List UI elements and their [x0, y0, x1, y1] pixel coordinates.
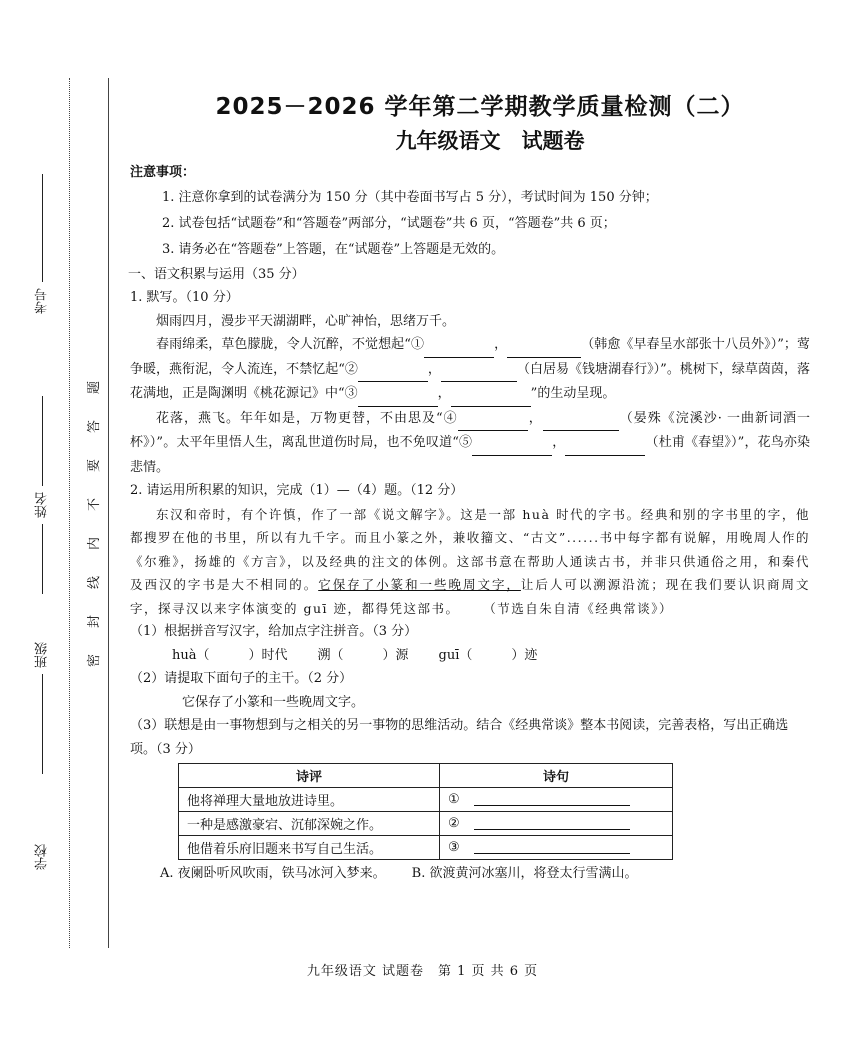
q1-text: （白居易《钱塘湖春行》）”。桃树下，绿草茵茵，落花满地，正是陶渊明《桃花源记》中“③	[130, 361, 810, 401]
class-line	[42, 674, 43, 774]
pinyin-item[interactable]: huà（ ）时代	[172, 647, 288, 663]
section-heading: 一、语文积累与运用（35 分）	[128, 266, 305, 282]
q1-text: ，	[494, 337, 508, 352]
notice-char: 答	[87, 419, 103, 434]
answer-blank[interactable]	[565, 431, 645, 456]
q2-passage	[130, 503, 810, 621]
q1-text: （杜甫《春望》）”，花鸟亦染悲情。	[130, 435, 810, 475]
pinyin-item[interactable]: 溯（ ）源	[317, 647, 409, 663]
q1-text: ，	[427, 361, 441, 377]
name-line	[42, 396, 43, 486]
q2-sub2-sentence: 它保存了小篆和一些晚周文字。	[182, 694, 365, 710]
table-header: 诗句	[440, 764, 673, 788]
answer-mark: ①	[448, 792, 460, 807]
q1-text: 花落，燕飞。年年如是，万物更替，不由思及“④	[156, 410, 458, 426]
table-cell-answer[interactable]	[440, 812, 673, 836]
passage-text: 东汉和帝时，有个许慎，作了一部《说文解字》。这是一部 huà 时代的字书。经典和别的字书里的字，他都搜罗在他的书里，所以有九千字。而且小篆之外，兼收籀文、“古文”......书中每字都有说解，用晚周人作的《尔雅》，扬雄的《方言》，以及经典的注文的体例。这部书意在帮助人通读古书，并非只供通俗之用，和秦代及西汉的字书是大不相同的。	[130, 506, 810, 592]
q1-text: （晏殊《浣溪沙· 一曲新词酒一杯》）”。太平年里悟人生，离乱世道伤时局，也不免叹道“⑤	[130, 410, 810, 450]
answer-line[interactable]	[474, 817, 630, 830]
name-label: 姓名	[34, 492, 50, 518]
answer-blank[interactable]	[441, 358, 517, 383]
q1-text: ，	[527, 410, 543, 426]
table-row	[179, 788, 673, 812]
question-1-title: 1. 默写。（10 分）	[130, 290, 239, 305]
school-field[interactable]	[22, 844, 62, 870]
answer-mark: ②	[448, 816, 460, 831]
exam-subtitle: 九年级语文 试题卷	[395, 129, 585, 153]
answer-blank[interactable]	[358, 358, 428, 383]
exam-number-field[interactable]	[22, 168, 62, 314]
table-cell-comment: 一种是感激豪宕、沉郁深婉之作。	[179, 812, 440, 836]
notice-char: 封	[87, 614, 103, 629]
notes-item: 1. 注意你拿到的试卷满分为 150 分（其中卷面书写占 5 分），考试时间为 150 分钟；	[162, 189, 658, 205]
exam-page	[130, 88, 810, 886]
class-label: 班级	[34, 642, 50, 668]
passage-underlined-sentence: 它保存了小篆和一些晚周文字，	[318, 577, 521, 592]
exam-number-label: 考号	[34, 288, 50, 314]
notice-char: 要	[87, 458, 103, 473]
notes-item: 3. 请务必在“答题卷”上答题，在“试题卷”上答题是无效的。	[162, 241, 505, 257]
table-cell-comment: 他借着乐府旧题来书写自己生活。	[179, 836, 440, 860]
q1-text: ，	[437, 386, 451, 401]
answer-line[interactable]	[474, 793, 630, 806]
exam-number-line	[42, 174, 43, 282]
notice-char: 内	[87, 536, 103, 551]
option-b: B. 欲渡黄河冰塞川，将登太行雪满山。	[411, 866, 638, 881]
q1-text: 春雨绵柔，草色朦胧，令人沉醉，不觉想起“①	[156, 337, 425, 352]
poem-table	[178, 763, 673, 860]
notice-char: 密	[87, 653, 103, 668]
exam-title: 2025－2026 学年第二学期教学质量检测（二）	[215, 94, 745, 120]
name-field[interactable]	[22, 390, 62, 600]
class-field[interactable]	[22, 642, 62, 780]
notes-item: 2. 试卷包括“试题卷”和“答题卷”两部分，“试题卷”共 6 页，“答题卷”共 6 页；	[162, 215, 616, 231]
binding-margin	[0, 0, 110, 1000]
q2-sub1: （1）根据拼音写汉字，给加点字注拼音。（3 分）	[130, 624, 418, 639]
q2-sub3: （3）联想是由一事物想到与之相关的另一事物的思维活动。结合《经典常谈》整本书阅读，完善表格，写出正确选项。（3 分）	[130, 718, 789, 757]
q2-sub1-items	[130, 644, 810, 668]
table-header-row	[179, 764, 673, 788]
q1-text: （韩愈《早春呈水部张十八员外》）”；莺争暖，燕衔泥，令人流连，不禁忆起“②	[130, 337, 810, 377]
binding-notice	[82, 378, 104, 670]
answer-blank[interactable]	[451, 382, 531, 407]
answer-blank[interactable]	[507, 333, 581, 358]
q1-text: ，	[552, 435, 566, 450]
q1-text: ”的生动呈现。	[530, 386, 616, 401]
q1-paragraph-3	[130, 407, 810, 480]
q2-sub2: （2）请提取下面句子的主干。（2 分）	[130, 671, 353, 686]
option-a: A. 夜阑卧听风吹雨，铁马冰河入梦来。	[160, 866, 386, 881]
table-row	[179, 836, 673, 860]
table-cell-comment: 他将禅理大量地放进诗里。	[179, 788, 440, 812]
binding-dotted-line	[69, 78, 70, 948]
table-cell-answer[interactable]	[440, 788, 673, 812]
answer-mark: ③	[448, 840, 460, 855]
answer-blank[interactable]	[424, 333, 494, 358]
notice-char: 题	[87, 380, 103, 395]
answer-blank[interactable]	[358, 382, 438, 407]
table-header: 诗评	[179, 764, 440, 788]
passage-source: （节选自朱自清《经典常谈》）	[489, 600, 674, 616]
q2-options	[130, 862, 810, 886]
name-line-lower	[42, 524, 43, 594]
school-label: 学校	[34, 844, 50, 870]
passage-text: 让后人可以溯源沿流；现在我们要认识商周文字，探寻汉以来字体演变的 guī 迹，都得凭这部书。	[130, 577, 810, 616]
pinyin-item[interactable]: guī（ ）迹	[438, 647, 538, 663]
answer-blank[interactable]	[458, 407, 528, 432]
notes-heading: 注意事项：	[130, 165, 196, 180]
question-2-title: 2. 请运用所积累的知识，完成（1）—（4）题。（12 分）	[130, 483, 464, 498]
binding-solid-line	[108, 78, 109, 948]
answer-blank[interactable]	[543, 407, 619, 432]
answer-line[interactable]	[474, 841, 630, 854]
table-row	[179, 812, 673, 836]
page-footer: 九年级语文 试题卷 第 1 页 共 6 页	[306, 964, 539, 979]
q1-paragraph-2	[130, 333, 810, 407]
q1-paragraph-1: 烟雨四月，漫步平天湖湖畔，心旷神怡，思绪万千。	[156, 313, 456, 329]
answer-blank[interactable]	[472, 431, 552, 456]
table-cell-answer[interactable]	[440, 836, 673, 860]
notice-char: 线	[87, 575, 103, 590]
notice-char: 不	[87, 497, 103, 512]
